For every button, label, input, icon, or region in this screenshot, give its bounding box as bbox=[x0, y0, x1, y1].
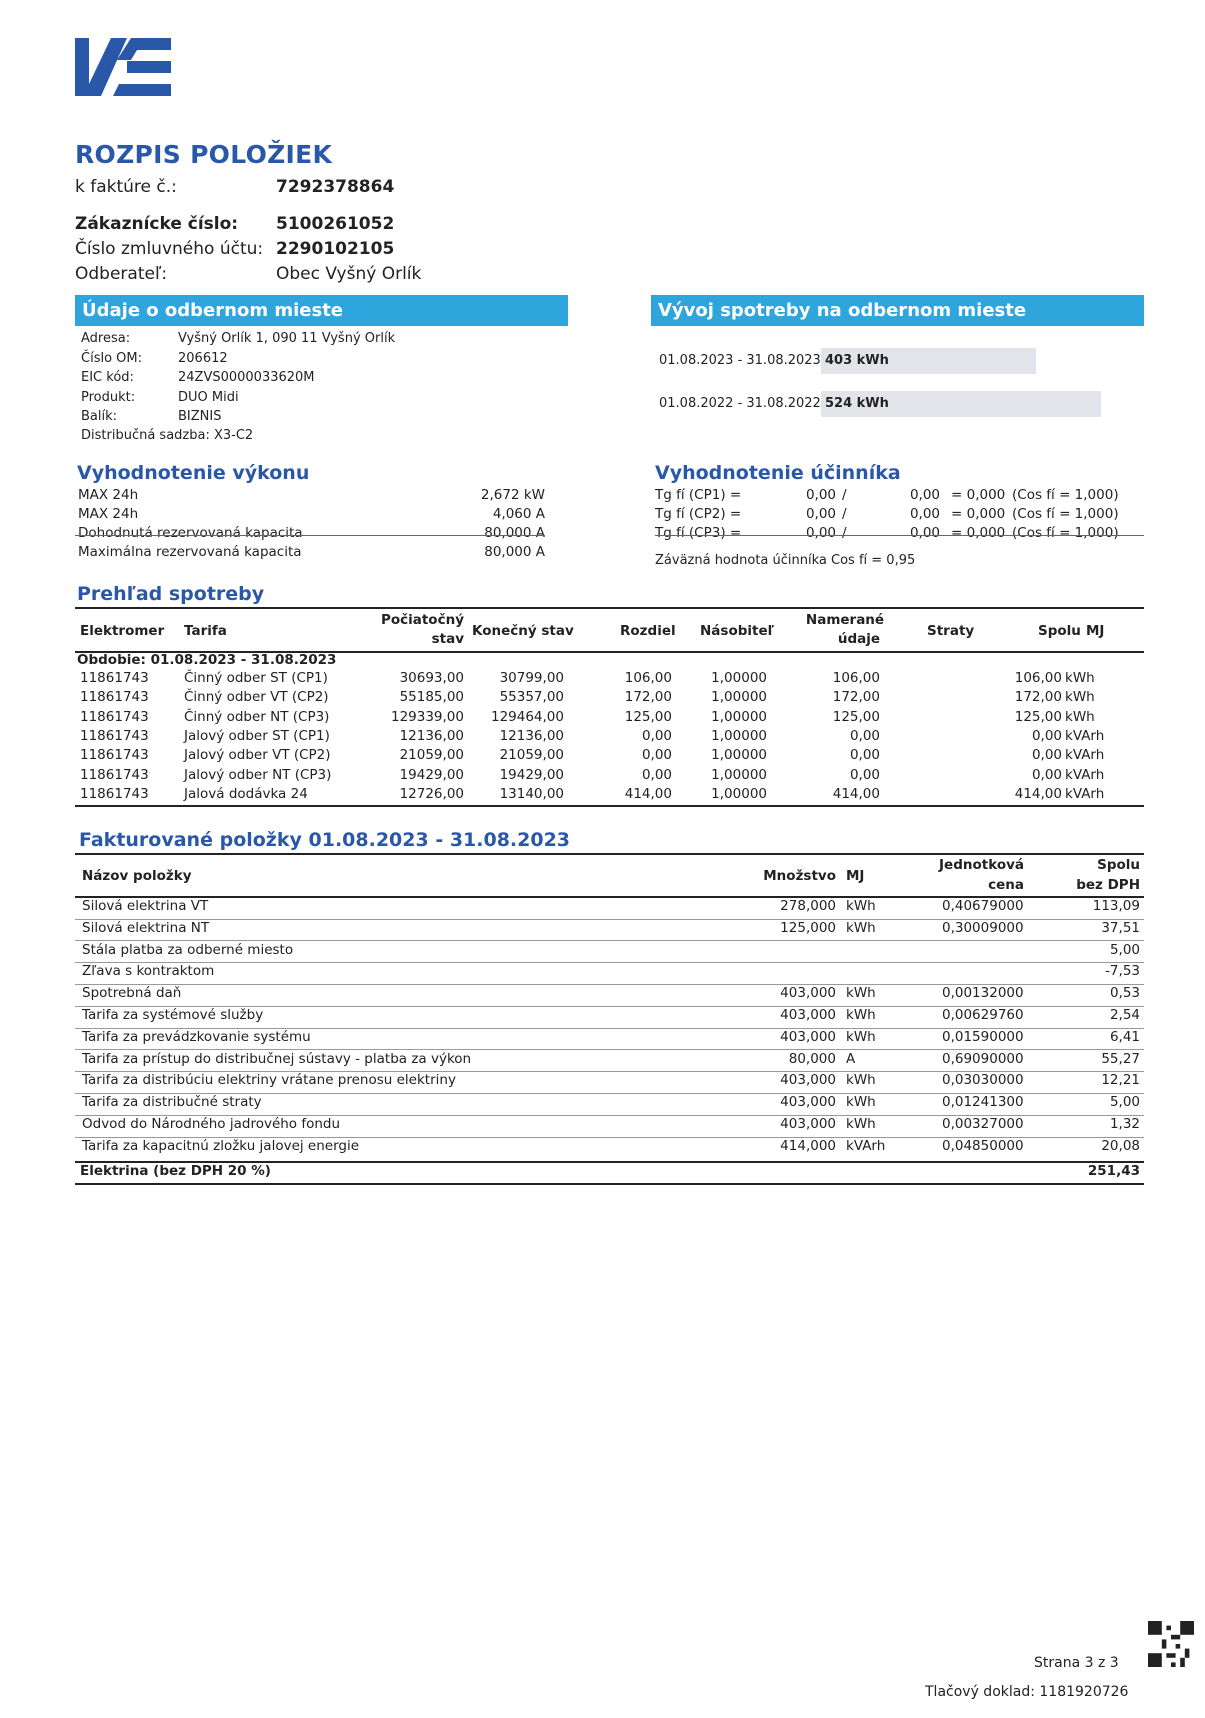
col-name: Názov položky bbox=[82, 868, 192, 884]
table-cell-mult: 1,00000 bbox=[711, 747, 767, 764]
billed-item-name: Odvod do Národného jadrového fondu bbox=[82, 1116, 341, 1132]
document-title: ROZPIS POLOŽIEK bbox=[75, 140, 333, 169]
contract-row bbox=[75, 239, 395, 259]
customer-row bbox=[75, 214, 395, 234]
billed-item-total: 113,09 bbox=[1092, 898, 1140, 914]
table-cell-meter: 11861743 bbox=[80, 670, 149, 686]
invoice-label: k faktúre č.: bbox=[75, 177, 177, 197]
billed-item-qty: 278,000 bbox=[780, 898, 836, 914]
pf-note: Záväzná hodnota účinníka Cos fí = 0,95 bbox=[655, 553, 916, 568]
table-cell-end: 12136,00 bbox=[499, 727, 564, 744]
billed-item-name: Tarifa za prevádzkovanie systému bbox=[82, 1028, 311, 1045]
contract-label: Číslo zmluvného účtu: bbox=[75, 239, 264, 259]
power-value: 80,000 A bbox=[484, 525, 545, 541]
billed-item-unit: kWh bbox=[846, 1007, 876, 1023]
page-number: Strana 3 z 3 bbox=[1034, 1655, 1119, 1671]
power-value: 2,672 kW bbox=[480, 487, 545, 503]
table-cell-diff: 0,00 bbox=[641, 766, 672, 783]
billed-item-price: 0,03030000 bbox=[942, 1072, 1024, 1089]
table-cell-mult: 1,00000 bbox=[711, 727, 767, 744]
table-cell-start: 12726,00 bbox=[399, 785, 464, 802]
table-cell-meter: 11861743 bbox=[80, 766, 149, 783]
billed-item-total: 1,32 bbox=[1109, 1116, 1140, 1132]
site-field-value: BIZNIS bbox=[178, 409, 222, 424]
table-cell-tariff: Činný odber NT (CP3) bbox=[184, 708, 330, 725]
billed-item-name: Tarifa za distribučné straty bbox=[82, 1094, 262, 1111]
table-cell-meter: 11861743 bbox=[80, 708, 149, 725]
billed-item-qty: 125,000 bbox=[780, 919, 836, 936]
table-cell-mult: 1,00000 bbox=[711, 785, 767, 802]
table-cell-end: 55357,00 bbox=[499, 689, 564, 706]
billed-item-name: Zľava s kontraktom bbox=[82, 963, 215, 980]
billed-item-price: 0,01241300 bbox=[942, 1094, 1024, 1111]
table-cell-unit: kVArh bbox=[1065, 727, 1105, 744]
table-cell-tariff: Jalová dodávka 24 bbox=[184, 785, 308, 802]
pf-slash: / bbox=[842, 506, 847, 522]
table-cell-meter: 11861743 bbox=[80, 747, 149, 764]
table-cell-meas: 0,00 bbox=[849, 747, 880, 764]
billed-item-name: Tarifa za distribúciu elektriny vrátane prenosu elektriny bbox=[82, 1072, 456, 1089]
trend-value: 403 kWh bbox=[825, 353, 889, 368]
trend-period: 01.08.2023 - 31.08.2023 bbox=[659, 353, 821, 368]
col-unit: MJ bbox=[1086, 623, 1105, 639]
billed-item-name: Silová elektrina NT bbox=[82, 919, 210, 936]
col-meas-2: údaje bbox=[837, 631, 880, 647]
site-field-value: DUO Midi bbox=[178, 389, 239, 405]
pf-rule bbox=[655, 535, 1144, 536]
table-cell-diff: 125,00 bbox=[624, 708, 672, 725]
billed-item-qty: 403,000 bbox=[780, 985, 836, 1002]
billed-item-price: 0,40679000 bbox=[942, 898, 1024, 914]
billed-item-unit: kWh bbox=[846, 1094, 876, 1111]
billed-item-qty: 80,000 bbox=[788, 1050, 836, 1067]
table-cell-total: 106,00 bbox=[1014, 670, 1062, 686]
table-cell-total: 0,00 bbox=[1031, 727, 1062, 744]
table-cell-unit: kWh bbox=[1065, 708, 1095, 725]
table-cell-mult: 1,00000 bbox=[711, 708, 767, 725]
table-cell-meas: 172,00 bbox=[832, 689, 880, 706]
billed-item-qty: 414,000 bbox=[780, 1137, 836, 1154]
billed-item-qty: 403,000 bbox=[780, 1116, 836, 1132]
billed-top-rule bbox=[75, 853, 1144, 855]
billed-item-total: 20,08 bbox=[1101, 1137, 1140, 1154]
billed-item-total: 37,51 bbox=[1101, 919, 1140, 936]
table-cell-meas: 106,00 bbox=[832, 670, 880, 686]
billed-total-value: 251,43 bbox=[1087, 1163, 1140, 1179]
table-cell-mult: 1,00000 bbox=[711, 766, 767, 783]
billed-item-unit: kWh bbox=[846, 1028, 876, 1045]
pf-slash: / bbox=[842, 525, 847, 541]
site-field-value: 24ZVS0000033620M bbox=[178, 370, 315, 385]
pf-slash: / bbox=[842, 487, 847, 503]
pf-a: 0,00 bbox=[805, 487, 836, 503]
table-cell-end: 19429,00 bbox=[499, 766, 564, 783]
billed-item-unit: kVArh bbox=[846, 1137, 886, 1154]
table-cell-unit: kWh bbox=[1065, 670, 1095, 686]
table-cell-unit: kVArh bbox=[1065, 785, 1105, 802]
col-qty: Množstvo bbox=[763, 868, 836, 884]
pf-cos: (Cos fí = 1,000) bbox=[1012, 506, 1119, 522]
pf-label: Tg fí (CP1) = bbox=[655, 487, 742, 503]
pf-eq: = 0,000 bbox=[951, 525, 1006, 541]
billed-item-name: Tarifa za kapacitnú zložku jalovej energie bbox=[82, 1137, 360, 1154]
customer-label: Zákaznícke číslo: bbox=[75, 214, 239, 234]
invoice-row bbox=[75, 177, 395, 197]
col-meas-1: Namerané bbox=[805, 612, 885, 628]
billed-item-qty: 403,000 bbox=[780, 1028, 836, 1045]
table-cell-total: 172,00 bbox=[1014, 689, 1062, 706]
power-heading: Vyhodnotenie výkonu bbox=[77, 462, 310, 484]
table-cell-tariff: Činný odber ST (CP1) bbox=[184, 670, 328, 686]
table-cell-mult: 1,00000 bbox=[711, 689, 767, 706]
print-doc: Tlačový doklad: 1181920726 bbox=[925, 1684, 1129, 1700]
table-cell-meter: 11861743 bbox=[80, 785, 149, 802]
pf-cos: (Cos fí = 1,000) bbox=[1012, 525, 1119, 541]
overview-bottom-rule bbox=[75, 805, 1144, 807]
pf-label: Tg fí (CP2) = bbox=[655, 506, 742, 522]
power-label: Maximálna rezervovaná kapacita bbox=[78, 544, 302, 560]
table-cell-tariff: Jalový odber NT (CP3) bbox=[184, 766, 332, 783]
col-tariff: Tarifa bbox=[184, 623, 227, 639]
col-diff: Rozdiel bbox=[620, 623, 676, 639]
table-cell-meter: 11861743 bbox=[80, 727, 149, 744]
billed-item-total: 6,41 bbox=[1109, 1028, 1140, 1045]
billed-item-total: 55,27 bbox=[1101, 1050, 1140, 1067]
site-field-label: Adresa: bbox=[81, 331, 131, 346]
table-cell-meter: 11861743 bbox=[80, 689, 149, 706]
table-cell-meas: 125,00 bbox=[832, 708, 880, 725]
billed-item-unit: kWh bbox=[846, 1072, 876, 1089]
table-cell-total: 125,00 bbox=[1014, 708, 1062, 725]
pf-eq: = 0,000 bbox=[951, 506, 1006, 522]
pf-a: 0,00 bbox=[805, 506, 836, 522]
billed-item-total: 0,53 bbox=[1109, 985, 1140, 1002]
pf-b: 0,00 bbox=[909, 506, 940, 522]
col-start-1: Počiatočný bbox=[380, 612, 464, 628]
table-cell-start: 55185,00 bbox=[399, 689, 464, 706]
billed-heading: Fakturované položky 01.08.2023 - 31.08.2023 bbox=[79, 829, 571, 851]
billed-item-total: 12,21 bbox=[1101, 1072, 1140, 1089]
table-cell-meas: 414,00 bbox=[832, 785, 880, 802]
table-cell-diff: 106,00 bbox=[624, 670, 672, 686]
trend-period: 01.08.2022 - 31.08.2022 bbox=[659, 396, 821, 411]
table-cell-end: 21059,00 bbox=[499, 747, 564, 764]
table-cell-unit: kWh bbox=[1065, 689, 1095, 706]
table-cell-tariff: Činný odber VT (CP2) bbox=[184, 689, 329, 706]
table-cell-diff: 0,00 bbox=[641, 727, 672, 744]
table-cell-meas: 0,00 bbox=[849, 727, 880, 744]
table-cell-start: 12136,00 bbox=[399, 727, 464, 744]
buyer-name: Obec Vyšný Orlík bbox=[276, 264, 422, 284]
power-label: MAX 24h bbox=[78, 506, 139, 522]
billed-item-price: 0,01590000 bbox=[942, 1028, 1024, 1045]
table-cell-diff: 172,00 bbox=[624, 689, 672, 706]
table-cell-end: 13140,00 bbox=[499, 785, 564, 802]
table-cell-unit: kVArh bbox=[1065, 766, 1105, 783]
billed-item-unit: kWh bbox=[846, 919, 876, 936]
col-mj: MJ bbox=[846, 868, 865, 884]
vse-logo bbox=[75, 38, 171, 96]
site-field-value: Vyšný Orlík 1, 090 11 Vyšný Orlík bbox=[178, 331, 396, 346]
tariff-line: Distribučná sadzba: X3-C2 bbox=[81, 428, 254, 443]
table-cell-unit: kVArh bbox=[1065, 747, 1105, 764]
billed-item-qty: 403,000 bbox=[780, 1007, 836, 1023]
col-mult: Násobiteľ bbox=[700, 623, 775, 639]
table-cell-mult: 1,00000 bbox=[711, 670, 767, 686]
invoice-number: 7292378864 bbox=[276, 177, 395, 197]
table-cell-total: 414,00 bbox=[1014, 785, 1062, 802]
billed-item-total: 5,00 bbox=[1109, 941, 1140, 958]
power-value: 80,000 A bbox=[484, 544, 545, 560]
table-cell-total: 0,00 bbox=[1031, 747, 1062, 764]
billed-item-price: 0,04850000 bbox=[942, 1137, 1024, 1154]
billed-item-name: Silová elektrina VT bbox=[82, 898, 209, 914]
billed-item-price: 0,00132000 bbox=[942, 985, 1024, 1002]
overview-period: Obdobie: 01.08.2023 - 31.08.2023 bbox=[77, 652, 337, 668]
col-start-2: stav bbox=[431, 631, 464, 647]
billed-item-unit: kWh bbox=[846, 898, 876, 914]
site-field-label: Číslo OM: bbox=[81, 350, 142, 366]
pf-a: 0,00 bbox=[805, 525, 836, 541]
billed-item-qty: 403,000 bbox=[780, 1094, 836, 1111]
billed-item-price: 0,00629760 bbox=[942, 1007, 1024, 1023]
col-total-1: Spolu bbox=[1097, 857, 1140, 873]
col-meter: Elektromer bbox=[80, 623, 165, 639]
site-field-value: 206612 bbox=[178, 350, 228, 366]
billed-total-label: Elektrina (bez DPH 20 %) bbox=[80, 1163, 271, 1179]
col-price-1: Jednotková bbox=[939, 857, 1024, 873]
contract-number: 2290102105 bbox=[276, 239, 395, 259]
table-cell-start: 21059,00 bbox=[399, 747, 464, 764]
billed-item-name: Stála platba za odberné miesto bbox=[82, 941, 294, 958]
table-cell-tariff: Jalový odber VT (CP2) bbox=[184, 747, 331, 764]
pf-b: 0,00 bbox=[909, 487, 940, 503]
table-cell-diff: 0,00 bbox=[641, 747, 672, 764]
billed-item-qty: 403,000 bbox=[780, 1072, 836, 1089]
col-loss: Straty bbox=[927, 623, 975, 639]
billed-item-price: 0,30009000 bbox=[942, 919, 1024, 936]
pf-label: Tg fí (CP3) = bbox=[655, 525, 742, 541]
col-end: Konečný stav bbox=[472, 623, 574, 639]
billed-item-unit: A bbox=[846, 1050, 856, 1067]
table-cell-diff: 414,00 bbox=[624, 785, 672, 802]
customer-number: 5100261052 bbox=[276, 214, 395, 234]
col-total-2: bez DPH bbox=[1076, 877, 1140, 893]
buyer-row bbox=[75, 264, 422, 284]
billed-item-total: 5,00 bbox=[1109, 1094, 1140, 1111]
table-cell-end: 129464,00 bbox=[490, 708, 564, 725]
billed-item-name: Tarifa za prístup do distribučnej sústavy - platba za výkon bbox=[82, 1050, 472, 1067]
site-heading: Údaje o odbernom mieste bbox=[75, 295, 568, 326]
row-divider bbox=[75, 962, 1144, 963]
site-field-label: EIC kód: bbox=[81, 370, 134, 385]
table-cell-meas: 0,00 bbox=[849, 766, 880, 783]
power-label: MAX 24h bbox=[78, 487, 139, 503]
overview-top-rule bbox=[75, 607, 1144, 609]
table-cell-start: 30693,00 bbox=[399, 670, 464, 686]
billed-item-total: 2,54 bbox=[1109, 1007, 1140, 1023]
billed-item-price: 0,00327000 bbox=[942, 1116, 1024, 1132]
trend-heading: Vývoj spotreby na odbernom mieste bbox=[651, 295, 1144, 326]
billed-item-name: Tarifa za systémové služby bbox=[82, 1007, 264, 1023]
table-cell-total: 0,00 bbox=[1031, 766, 1062, 783]
billed-item-unit: kWh bbox=[846, 1116, 876, 1132]
billed-item-name: Spotrebná daň bbox=[82, 985, 182, 1002]
overview-heading: Prehľad spotreby bbox=[77, 583, 265, 605]
table-cell-start: 129339,00 bbox=[390, 708, 464, 725]
table-cell-end: 30799,00 bbox=[499, 670, 564, 686]
power-label: Dohodnutá rezervovaná kapacita bbox=[78, 525, 303, 541]
pf-b: 0,00 bbox=[909, 525, 940, 541]
pf-cos: (Cos fí = 1,000) bbox=[1012, 487, 1119, 503]
site-field-label: Balík: bbox=[81, 409, 118, 424]
qr-code bbox=[1148, 1621, 1194, 1667]
col-total: Spolu bbox=[1038, 623, 1081, 639]
power-value: 4,060 A bbox=[492, 506, 545, 522]
power-rule bbox=[75, 535, 545, 536]
buyer-label: Odberateľ: bbox=[75, 264, 168, 284]
billed-item-total: -7,53 bbox=[1105, 963, 1140, 980]
pf-eq: = 0,000 bbox=[951, 487, 1006, 503]
billed-item-price: 0,69090000 bbox=[942, 1050, 1024, 1067]
billed-item-unit: kWh bbox=[846, 985, 876, 1002]
table-cell-tariff: Jalový odber ST (CP1) bbox=[184, 727, 330, 744]
trend-value: 524 kWh bbox=[825, 396, 889, 411]
col-price-2: cena bbox=[988, 877, 1024, 893]
pf-heading: Vyhodnotenie účinníka bbox=[655, 462, 901, 484]
table-cell-start: 19429,00 bbox=[399, 766, 464, 783]
site-field-label: Produkt: bbox=[81, 389, 136, 405]
billed-total-bottom-rule bbox=[75, 1183, 1144, 1185]
